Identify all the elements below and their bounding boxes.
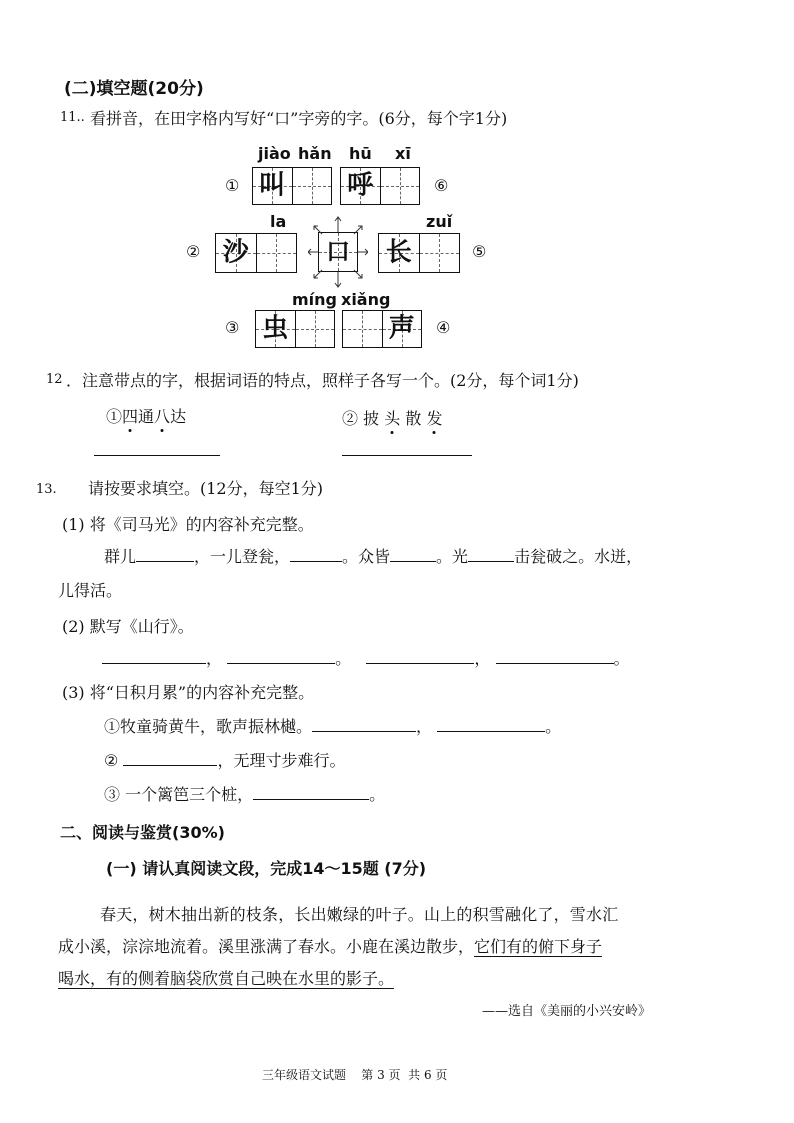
q13-sub1-title: (1) 将《司马光》的内容补充完整。: [62, 515, 314, 534]
q13-sub3-item3: [104, 782, 385, 805]
q13-sub1-line2: 儿得活。: [58, 581, 123, 600]
text: 一个篱笆三个桩，: [125, 785, 254, 804]
q12-marker-2: ②: [342, 409, 359, 428]
char-jiao: 叫: [259, 170, 286, 201]
part2-subtitle: (一) 请认真阅读文段，完成14～15题 (7分): [106, 859, 427, 878]
blank[interactable]: [496, 663, 614, 664]
tianzige-cell: [256, 311, 296, 347]
passage-line-2: [58, 934, 602, 957]
blank[interactable]: [366, 663, 474, 664]
pinyin-la: la: [270, 212, 287, 231]
pinyin-jiao: jiào: [258, 144, 291, 163]
marker: ②: [104, 751, 119, 770]
passage-underlined: 喝水，有的侧着脑袋欣赏自己映在水里的影子。: [58, 969, 395, 988]
char-chong: 虫: [262, 313, 289, 344]
passage-underlined: 它们有的俯下身子: [474, 937, 603, 956]
tianzige-cell: [383, 311, 422, 347]
pinyin-hu: hū: [349, 144, 372, 163]
q12-text: ．注意带点的字，根据词语的特点，照样子各写一个。(2分，每个词1分): [66, 371, 579, 390]
tianzige-huxi[interactable]: [340, 167, 420, 205]
char-kou: 口: [326, 236, 350, 266]
q13-sub2-line: [102, 646, 630, 669]
marker-6: ⑥: [434, 176, 449, 195]
q12-answer-line-2[interactable]: [342, 455, 472, 456]
ex2-char: 披: [363, 409, 380, 428]
ex1-char: 八: [154, 407, 171, 426]
blank[interactable]: [123, 765, 217, 766]
text-seg: 群儿: [104, 547, 137, 566]
blank[interactable]: [468, 561, 514, 562]
q13-sub1-line: [104, 544, 642, 567]
page-footer: 三年级语文试题 第 3 页 共 6 页: [262, 1068, 448, 1082]
marker: ①: [104, 717, 121, 736]
text-seg: 击瓮破之。水迸，: [514, 547, 643, 566]
ex2-char: 头: [384, 409, 401, 428]
ex2-char: 发: [426, 409, 443, 428]
q13-sub3-item2: [104, 748, 345, 771]
text-seg: 。光: [436, 547, 469, 566]
q12-example-2: [342, 406, 442, 429]
char-sha: 沙: [222, 237, 249, 268]
part2-title: 二、阅读与鉴赏(30%): [60, 823, 225, 842]
ex1-char: 通: [138, 407, 155, 426]
tianzige-sha[interactable]: [215, 233, 297, 273]
blank[interactable]: [312, 731, 416, 732]
tianzige-cell-empty[interactable]: [296, 311, 335, 347]
tianzige-cell-empty[interactable]: [343, 311, 383, 347]
punct: 。: [545, 717, 562, 736]
tianzige-cell: [216, 234, 257, 272]
text: 牧童骑黄牛，歌声振林樾。: [120, 717, 313, 736]
marker: ③: [104, 785, 121, 804]
q12-number: 12: [46, 372, 63, 387]
blank[interactable]: [102, 663, 206, 664]
punct: ，: [474, 649, 491, 668]
tianzige-cell-empty[interactable]: [293, 168, 332, 204]
marker-4: ④: [436, 318, 451, 337]
marker-1: ①: [225, 176, 240, 195]
tianzige-chong[interactable]: [255, 310, 335, 348]
marker-5: ⑤: [472, 242, 487, 261]
ex1-char: 达: [170, 407, 187, 426]
punct: 。: [369, 785, 386, 804]
blank[interactable]: [136, 561, 194, 562]
tianzige-cell-empty[interactable]: [257, 234, 297, 272]
tianzige-cell: [341, 168, 381, 204]
text-seg: 。众皆: [342, 547, 391, 566]
passage-text: 成小溪，淙淙地流着。溪里涨满了春水。小鹿在溪边散步，: [58, 937, 475, 956]
pinyin-ming: míng: [292, 290, 337, 309]
tianzige-cell: [379, 234, 420, 272]
blank[interactable]: [290, 561, 342, 562]
punct: 。: [613, 649, 630, 668]
marker-3: ③: [225, 318, 240, 337]
passage-line-3: [58, 966, 394, 989]
blank[interactable]: [390, 561, 436, 562]
passage-source: ——选自《美丽的小兴安岭》: [482, 1004, 652, 1019]
blank[interactable]: [227, 663, 335, 664]
char-sheng: 声: [388, 313, 415, 344]
section-title: (二)填空题(20分): [64, 79, 204, 99]
q12-marker-1: ①: [106, 407, 123, 426]
tianzige-cell: [253, 168, 293, 204]
text: ，无理寸步难行。: [217, 751, 346, 770]
q11-text: 看拼音，在田字格内写好“口”字旁的字。(6分，每个字1分): [90, 109, 508, 128]
punct: ，: [416, 717, 433, 736]
blank[interactable]: [437, 731, 545, 732]
marker-2: ②: [186, 242, 201, 261]
tianzige-cell-empty[interactable]: [381, 168, 420, 204]
ex2-char: 散: [405, 409, 422, 428]
q13-sub3-item1: [104, 714, 561, 737]
q12-example-1: [106, 404, 186, 427]
pinyin-xi: xī: [395, 144, 411, 163]
q13-sub3-title: (3) 将“日积月累”的内容补充完整。: [62, 683, 315, 702]
q12-answer-line-1[interactable]: [94, 455, 220, 456]
char-chang: 长: [385, 237, 412, 268]
pinyin-zui: zuǐ: [426, 212, 453, 231]
pinyin-xiang: xiǎng: [341, 290, 391, 309]
q13-number: 13.: [36, 482, 57, 497]
tianzige-jiaohan[interactable]: [252, 167, 332, 205]
ex1-char: 四: [122, 407, 139, 426]
passage-line-1: 春天，树木抽出新的枝条，长出嫩绿的叶子。山上的积雪融化了，雪水汇: [100, 905, 619, 924]
punct: 。: [335, 649, 352, 668]
punct: ，: [206, 649, 223, 668]
q13-sub2-title: (2) 默写《山行》。: [62, 617, 194, 636]
q11-number: 11..: [60, 110, 85, 125]
blank[interactable]: [253, 799, 369, 800]
q13-text: 请按要求填空。(12分，每空1分): [88, 479, 324, 498]
char-hu: 呼: [347, 170, 374, 201]
tianzige-chang[interactable]: [378, 233, 460, 273]
text-seg: ，一儿登瓮，: [194, 547, 291, 566]
tianzige-cell-empty[interactable]: [420, 234, 460, 272]
tianzige-sheng[interactable]: [342, 310, 422, 348]
pinyin-han: hǎn: [298, 144, 332, 163]
